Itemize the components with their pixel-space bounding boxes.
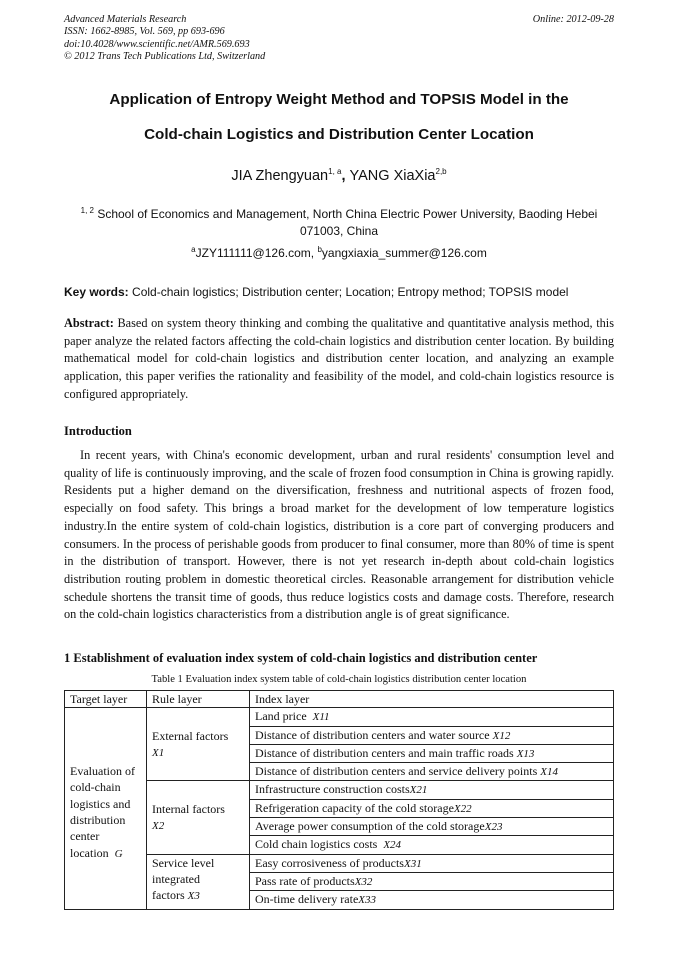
index-cell [250,818,614,836]
running-header [64,14,265,63]
abstract [64,315,614,404]
email-b-sup: b [317,245,322,254]
abstract-label: Abstract: [64,316,114,330]
header-rule: Rule layer [147,691,250,708]
affiliation-text: School of Economics and Management, North China Electric Power University, Baoding Hebei 071003, China [93,207,598,238]
index-text: Easy corrosiveness of products [255,855,404,870]
index-cell [250,708,614,726]
index-cell [250,763,614,781]
header-target: Target layer [65,691,147,708]
rule-internal [147,781,250,854]
doi-line: doi:10.4028/www.scientific.net/AMR.569.693 [64,38,250,50]
journal-name: Advanced Materials Research [64,14,187,25]
email-line [64,245,614,260]
index-text: Infrastructure construction costs [255,782,410,797]
index-symbol: X11 [312,711,330,724]
section-1-heading: 1 Establishment of evaluation index system of cold-chain logistics and distribution center [64,651,538,665]
affiliation-sup: 1, 2 [80,206,94,215]
index-cell [250,726,614,744]
index-cell [250,836,614,854]
rule-internal-text: Internal factors [152,801,225,816]
index-symbol: X23 [484,821,503,834]
index-symbol: X31 [403,857,422,870]
header-index: Index layer [250,691,614,708]
index-symbol: X14 [540,766,558,779]
rule-internal-symbol: X2 [152,820,165,833]
index-symbol: X13 [516,747,535,760]
index-symbol: X32 [354,875,373,888]
copyright-line: © 2012 Trans Tech Publications Ltd, Switzerland [64,50,266,62]
index-text: Distance of distribution centers and service delivery points [255,764,538,779]
index-text: Land price [255,709,307,724]
table-row [65,854,614,872]
index-text: Cold chain logistics costs [255,837,378,852]
index-symbol: X21 [409,784,428,797]
paper-title-line1: Application of Entropy Weight Method and TOPSIS Model in the [109,91,569,108]
index-symbol: X12 [492,729,511,742]
paper-title-line2: Cold-chain Logistics and Distribution Center Location [144,126,534,143]
keywords [64,285,624,299]
author-list [40,167,638,184]
rule-external-text: External factors [152,728,229,743]
rule-external-symbol: X1 [152,746,165,759]
keywords-text: Cold-chain logistics; Distribution center; Location; Entropy method; TOPSIS model [128,285,569,299]
index-cell [250,744,614,762]
rule-service-symbol: X3 [187,890,200,903]
index-symbol: X24 [383,839,402,852]
author-separator: , [341,167,350,184]
index-text: Pass rate of products [255,873,355,888]
author-1-sup: 1, a [328,167,342,176]
index-cell [250,781,614,799]
table-row [65,781,614,799]
email-a: JZY111111@126.com, [195,246,318,260]
introduction-text: In recent years, with China's economic development, urban and rural residents' consumption level and quality of life is continuously improving, and the scale of frozen food consumption in China is growing rapidly. Residents put a higher demand on the diversification, freshness and nutritional aspects of frozen food, especially on food safety. This brings a broad market for the development of low temperature logistics industry.In the entire system of cold-chain logistics, distribution is a core part of converging producers and consumers. In the process of perishable goods from producer to final consumer, more than 80% of time is spent in the distribution of transport. However, there is not yet research in-depth about cold-chain logistics distribution routing problem in domestic theoretical circles. Reasonable arrangement for distribution vehicle schedule shortens the transit time of goods, thus reduce logistics costs and damage costs. Therefore, research on the cold-chain logistics characteristics from a distribution angle is of great significance. [64,448,614,622]
affiliation [64,202,614,240]
author-2: YANG XiaXia [349,167,436,184]
target-text: Evaluation of cold-chain logistics and distribution center location [70,764,135,860]
author-1: JIA Zhengyuan [231,167,329,184]
rule-service-text: Service level integrated factors [152,855,215,903]
keywords-label: Key words: [64,285,129,299]
index-cell [250,891,614,909]
index-text: Refrigeration capacity of the cold storage [255,800,454,815]
author-2-sup: 2,b [435,167,447,176]
table-header-row [65,691,614,708]
evaluation-index-table [64,690,614,910]
index-cell [250,854,614,872]
index-text: On-time delivery rate [255,892,359,907]
index-cell [250,872,614,890]
rule-service [147,854,250,909]
table-caption: Table 1 Evaluation index system table of cold-chain logistics distribution center location [151,674,527,685]
target-cell [65,708,147,909]
target-symbol: G [114,847,123,860]
rule-external [147,708,250,781]
introduction-heading: Introduction [64,424,132,438]
email-b: yangxiaxia_summer@126.com [321,246,487,260]
abstract-text: Based on system theory thinking and combing the qualitative and quantitative analysis method, this paper analyze the related factors affecting the cold-chain logistics and distribution center location. By building mathematical model for cold-chain logistics and distribution center location, and analyzing an example application, this paper verifies the rationality and feasibility of the model, and cold-chain logistics resource is configured appropriately. [64,316,614,401]
index-text: Distance of distribution centers and main traffic roads [255,745,514,760]
index-text: Distance of distribution centers and water source [255,727,490,742]
online-date: Online: 2012-09-28 [532,14,614,25]
issn-line: ISSN: 1662-8985, Vol. 569, pp 693-696 [64,26,225,38]
index-symbol: X22 [453,802,472,815]
table-row [65,708,614,726]
index-text: Average power consumption of the cold storage [255,819,485,834]
index-cell [250,799,614,817]
index-symbol: X33 [358,894,377,907]
email-a-sup: a [191,245,196,254]
